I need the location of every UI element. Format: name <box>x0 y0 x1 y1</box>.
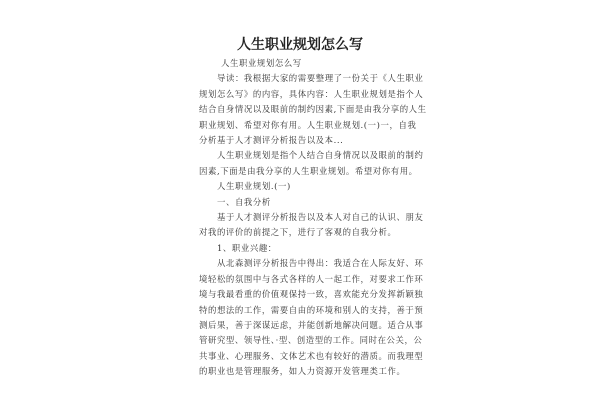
section-heading: 人生职业规划.(一) <box>217 181 291 192</box>
paragraph-line: 共事业、心理服务、文体艺术也有较好的潜质。而我理型 <box>199 350 424 361</box>
paragraph-line: 特的想法的工作，需要自由的环境和别人的支持，善于预 <box>199 304 424 315</box>
paragraph-line: 规划怎么写》的内容，具体内容：人生职业规划是指个人 <box>199 88 424 99</box>
paragraph-line: 境与我最看重的价值观保持一致，喜欢能充分发挥新颖独 <box>199 289 424 300</box>
paragraph-line: 职业规划、希望对你有用。人生职业规划.(一)一，自我 <box>199 119 417 130</box>
paragraph-line: 分析基于人才测评分析报告以及本... <box>199 135 344 146</box>
section-heading: 一、自我分析 <box>217 196 271 207</box>
paragraph-line: 导读：我根据大家的需要整理了一份关于《人生职业 <box>217 73 424 84</box>
paragraph-line: 人生职业规划是指个人结合自身情况以及眼前的制约 <box>217 150 424 161</box>
paragraph-line: 基于人才测评分析报告以及本人对自己的认识、朋友 <box>217 212 424 223</box>
paragraph-line: 测后果，善于深谋远虑，并能创新地解决问题。适合从事 <box>199 319 424 330</box>
section-heading: 1、职业兴趣： <box>217 242 277 253</box>
paragraph-line: 从北森测评分析报告中得出：我适合在人际友好、环 <box>217 258 424 269</box>
paragraph-line: 结合自身情况以及眼前的制约因素,下面是由我分享的人生 <box>199 104 427 115</box>
document-body <box>199 56 427 380</box>
paragraph-line: 对我的评价的前提之下，进行了客观的自我分析。 <box>199 227 397 238</box>
paragraph-line: 管研究型、领导性、·型、创造型的工作。同时在公关，公 <box>199 335 423 346</box>
subtitle-line: 人生职业规划怎么写 <box>221 58 302 68</box>
paragraph-line: 境轻松的氛围中与各式各样的人一起工作，对要求工作环 <box>199 273 424 284</box>
document-title: 人生职业规划怎么写 <box>237 37 363 53</box>
paragraph-line: 的职业也是管理服务，如人力资源开发管理类工作。 <box>199 366 406 377</box>
paragraph-line: 因素,下面是由我分享的人生职业规划。希望对你有用。 <box>199 165 418 176</box>
